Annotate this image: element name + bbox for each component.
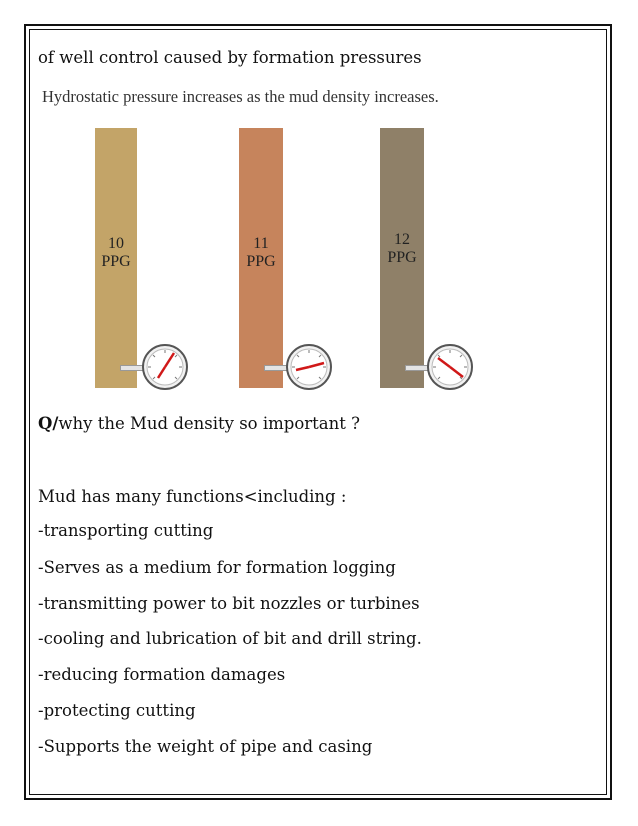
pressure-gauge-icon	[284, 342, 334, 392]
list-item: -Supports the weight of pipe and casing	[38, 737, 373, 756]
column-label-unit: PPG	[101, 253, 131, 270]
question-prefix: Q/	[38, 414, 59, 433]
column-label-value: 12	[394, 231, 410, 248]
question-text: why the Mud density so important ?	[58, 414, 360, 433]
list-item: -transmitting power to bit nozzles or turbines	[38, 594, 420, 613]
mud-column-12ppg	[380, 128, 424, 388]
text-line-well-control: of well control caused by formation pressures	[38, 48, 422, 67]
column-label-unit: PPG	[387, 249, 417, 266]
list-item: -Serves as a medium for formation logging	[38, 558, 396, 577]
pressure-gauge-icon	[140, 342, 190, 392]
mud-column-11ppg	[239, 128, 283, 388]
list-item: -cooling and lubrication of bit and drill string.	[38, 629, 422, 648]
list-item: -reducing formation damages	[38, 665, 286, 684]
mud-column-10ppg	[95, 128, 137, 388]
figure-caption: Hydrostatic pressure increases as the mud density increases.	[42, 87, 439, 106]
list-item: -protecting cutting	[38, 701, 196, 720]
column-label-value: 10	[108, 235, 124, 252]
column-label-value: 11	[253, 235, 269, 252]
functions-intro: Mud has many functions<including :	[38, 487, 347, 506]
column-label-unit: PPG	[246, 253, 276, 270]
list-item: -transporting cutting	[38, 521, 214, 540]
pressure-gauge-icon	[425, 342, 475, 392]
question-line	[38, 414, 360, 433]
